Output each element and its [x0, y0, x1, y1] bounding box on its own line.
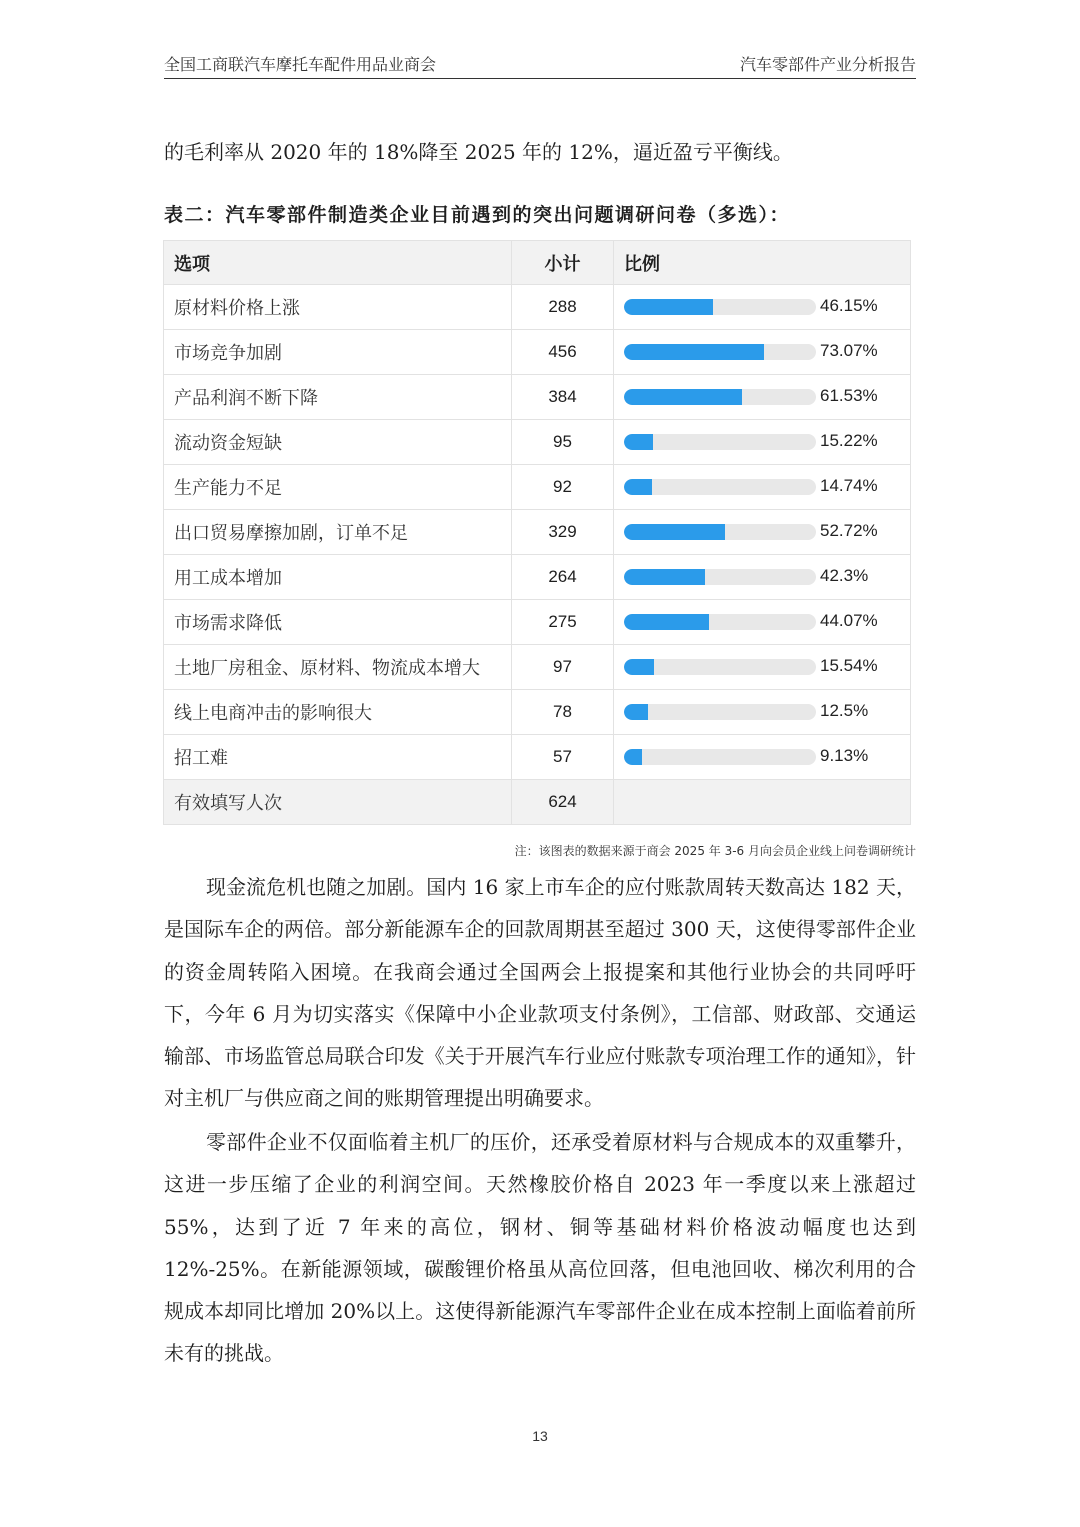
row-option: 原材料价格上涨: [164, 285, 512, 330]
row-percent-cell: [614, 555, 911, 600]
row-count: 456: [512, 330, 614, 375]
row-percent-cell: [614, 465, 911, 510]
percent-bar-track: [624, 434, 816, 450]
row-percent-cell: [614, 330, 911, 375]
percent-bar-fill: [624, 659, 654, 675]
row-count: 329: [512, 510, 614, 555]
header-option: 选项: [164, 241, 512, 285]
row-count: 384: [512, 375, 614, 420]
header-report-title: 汽车零部件产业分析报告: [739, 55, 916, 74]
percent-bar-track: [624, 389, 816, 405]
total-count: 624: [512, 780, 614, 825]
table-row: [164, 285, 911, 330]
percent-label: 15.54%: [820, 656, 878, 675]
table-row: [164, 420, 911, 465]
percent-label: 46.15%: [820, 296, 878, 315]
percent-label: 73.07%: [820, 341, 878, 360]
row-percent-cell: [614, 420, 911, 465]
page-number: 13: [532, 1428, 548, 1444]
row-percent-cell: [614, 690, 911, 735]
table-row: [164, 510, 911, 555]
percent-bar-fill: [624, 344, 764, 360]
percent-bar-fill: [624, 299, 713, 315]
table-row: [164, 735, 911, 780]
table-header-row: [164, 241, 911, 285]
row-count: 264: [512, 555, 614, 600]
percent-bar-track: [624, 569, 816, 585]
table-body: [164, 285, 911, 825]
percent-bar-track: [624, 704, 816, 720]
row-option: 土地厂房租金、原材料、物流成本增大: [164, 645, 512, 690]
percent-label: 12.5%: [820, 701, 869, 720]
row-count: 288: [512, 285, 614, 330]
row-option: 生产能力不足: [164, 465, 512, 510]
table-row: [164, 600, 911, 645]
percent-bar-track: [624, 299, 816, 315]
percent-bar-fill: [624, 524, 725, 540]
percent-bar-track: [624, 344, 816, 360]
percent-label: 42.3%: [820, 566, 869, 585]
page-header: [164, 52, 916, 79]
percent-label: 61.53%: [820, 386, 878, 405]
percent-bar-track: [624, 659, 816, 675]
percent-bar-fill: [624, 569, 705, 585]
percent-label: 44.07%: [820, 611, 878, 630]
table-total-row: [164, 780, 911, 825]
row-count: 78: [512, 690, 614, 735]
row-option: 市场需求降低: [164, 600, 512, 645]
header-percent: 比例: [614, 241, 911, 285]
table-row: [164, 330, 911, 375]
row-percent-cell: [614, 645, 911, 690]
row-percent-cell: [614, 510, 911, 555]
percent-bar-fill: [624, 704, 648, 720]
row-count: 275: [512, 600, 614, 645]
percent-bar-fill: [624, 614, 709, 630]
table-row: [164, 555, 911, 600]
percent-label: 15.22%: [820, 431, 878, 450]
percent-bar-track: [624, 614, 816, 630]
percent-bar-track: [624, 749, 816, 765]
row-option: 流动资金短缺: [164, 420, 512, 465]
row-option: 线上电商冲击的影响很大: [164, 690, 512, 735]
percent-bar-fill: [624, 749, 642, 765]
row-option: 出口贸易摩擦加剧，订单不足: [164, 510, 512, 555]
percent-label: 9.13%: [820, 746, 869, 765]
percent-label: 14.74%: [820, 476, 878, 495]
table-row: [164, 375, 911, 420]
table-row: [164, 465, 911, 510]
row-option: 招工难: [164, 735, 512, 780]
row-count: 92: [512, 465, 614, 510]
row-count: 97: [512, 645, 614, 690]
table-title: 表二：汽车零部件制造类企业目前遇到的突出问题调研问卷（多选）：: [164, 204, 791, 226]
header-count: 小计: [512, 241, 614, 285]
survey-table: [163, 240, 911, 825]
row-percent-cell: [614, 600, 911, 645]
header-organization: 全国工商联汽车摩托车配件用品业商会: [164, 55, 437, 74]
paragraph-cashflow: 现金流危机也随之加剧。国内 16 家上市车企的应付账款周转天数高达 182 天，是国际车企的两倍。部分新能源车企的回款周期甚至超过 300 天，这使得零部件企业的资金周转陷入困境。在我商会通过全国两会上报提案和其他行业协会的共同呼吁下，今年 6 月为切实落实《保障中小企业款项支付条例》，工信部、财政部、交通运输部、市场监管总局联合印发《关于开展汽车行业应付账款专项治理工作的通知》，针对主机厂与供应商之间的账期管理提出明确要求。: [164, 875, 916, 1111]
percent-bar-fill: [624, 479, 652, 495]
paragraph-costs: 零部件企业不仅面临着主机厂的压价，还承受着原材料与合规成本的双重攀升，这进一步压缩了企业的利润空间。天然橡胶价格自 2023 年一季度以来上涨超过 55%，达到了近 7 年来的高位，钢材、铜等基础材料价格波动幅度也达到 12%-25%。在新能源领域，碳酸锂价格虽从高位回落，但电池回收、梯次利用的合规成本却同比增加 20%以上。这使得新能源汽车零部件企业在成本控制上面临着前所未有的挑战。: [164, 1130, 916, 1366]
row-option: 市场竞争加剧: [164, 330, 512, 375]
table-row: [164, 645, 911, 690]
table-row: [164, 690, 911, 735]
source-note: 注：该图表的数据来源于商会 2025 年 3-6 月向会员企业线上问卷调研统计: [514, 844, 916, 858]
percent-bar-track: [624, 524, 816, 540]
row-percent-cell: [614, 285, 911, 330]
row-count: 95: [512, 420, 614, 465]
row-option: 产品利润不断下降: [164, 375, 512, 420]
row-count: 57: [512, 735, 614, 780]
row-percent-cell: [614, 375, 911, 420]
row-option: 用工成本增加: [164, 555, 512, 600]
intro-line: 的毛利率从 2020 年的 18%降至 2025 年的 12%，逼近盈亏平衡线。: [164, 140, 793, 164]
percent-bar-fill: [624, 434, 653, 450]
percent-label: 52.72%: [820, 521, 878, 540]
percent-bar-fill: [624, 389, 742, 405]
total-label: 有效填写人次: [164, 780, 512, 825]
row-percent-cell: [614, 735, 911, 780]
percent-bar-track: [624, 479, 816, 495]
total-empty-cell: [614, 780, 911, 825]
